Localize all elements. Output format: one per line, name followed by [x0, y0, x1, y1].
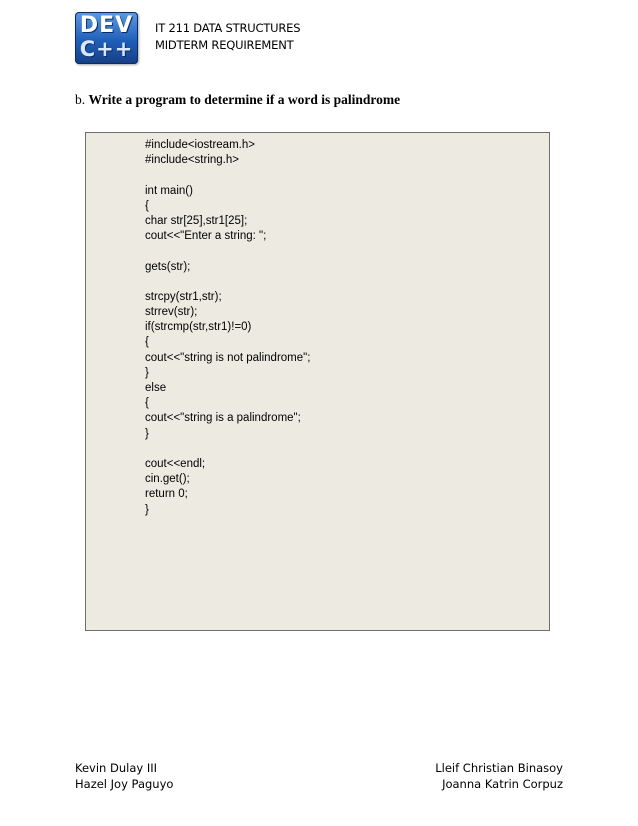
question-prefix: b. [75, 92, 86, 107]
code-line [145, 442, 310, 457]
author-name: Hazel Joy Paguyo [75, 777, 174, 791]
requirement-title: MIDTERM REQUIREMENT [155, 38, 294, 52]
document-header [155, 20, 300, 54]
question-text: Write a program to determine if a word is palindrome [88, 92, 401, 107]
code-line: cout<<endl; [145, 457, 206, 470]
code-line: gets(str); [145, 260, 191, 273]
logo-text-bottom: C++ [79, 37, 134, 61]
code-line: if(strcmp(str,str1)!=0) [145, 321, 252, 334]
code-block [85, 132, 550, 631]
footer-right-authors [435, 760, 563, 792]
code-line: cin.get(); [145, 473, 190, 486]
code-line: strcpy(str1,str); [145, 290, 222, 303]
code-line: } [145, 366, 149, 379]
code-line: #include<string.h> [145, 154, 239, 167]
logo-text-top: DEV [79, 13, 134, 38]
code-line: strrev(str); [145, 306, 198, 319]
code-line: cout<<"Enter a string: "; [145, 230, 267, 243]
question-heading [75, 92, 400, 108]
code-line [145, 244, 310, 259]
code-line: int main() [145, 184, 193, 197]
author-name: Joanna Katrin Corpuz [442, 777, 563, 791]
code-line: } [145, 427, 149, 440]
code-line: char str[25],str1[25]; [145, 214, 248, 227]
code-line: } [145, 503, 149, 516]
code-line: { [145, 336, 149, 349]
dev-cpp-logo [75, 12, 138, 64]
code-line [145, 275, 310, 290]
code-line: cout<<"string is a palindrome"; [145, 412, 301, 425]
code-line: else [145, 382, 167, 394]
author-name: Lleif Christian Binasoy [435, 761, 563, 775]
code-line [145, 168, 310, 183]
code-line: #include<iostream.h> [145, 139, 255, 151]
code-line: { [145, 199, 149, 212]
course-title: IT 211 DATA STRUCTURES [155, 21, 301, 35]
author-name: Kevin Dulay III [75, 761, 158, 775]
code-lines [145, 138, 310, 518]
code-line: return 0; [145, 488, 188, 501]
code-line: { [145, 397, 149, 410]
code-line: cout<<"string is not palindrome"; [145, 351, 311, 364]
footer-left-authors [75, 760, 173, 792]
